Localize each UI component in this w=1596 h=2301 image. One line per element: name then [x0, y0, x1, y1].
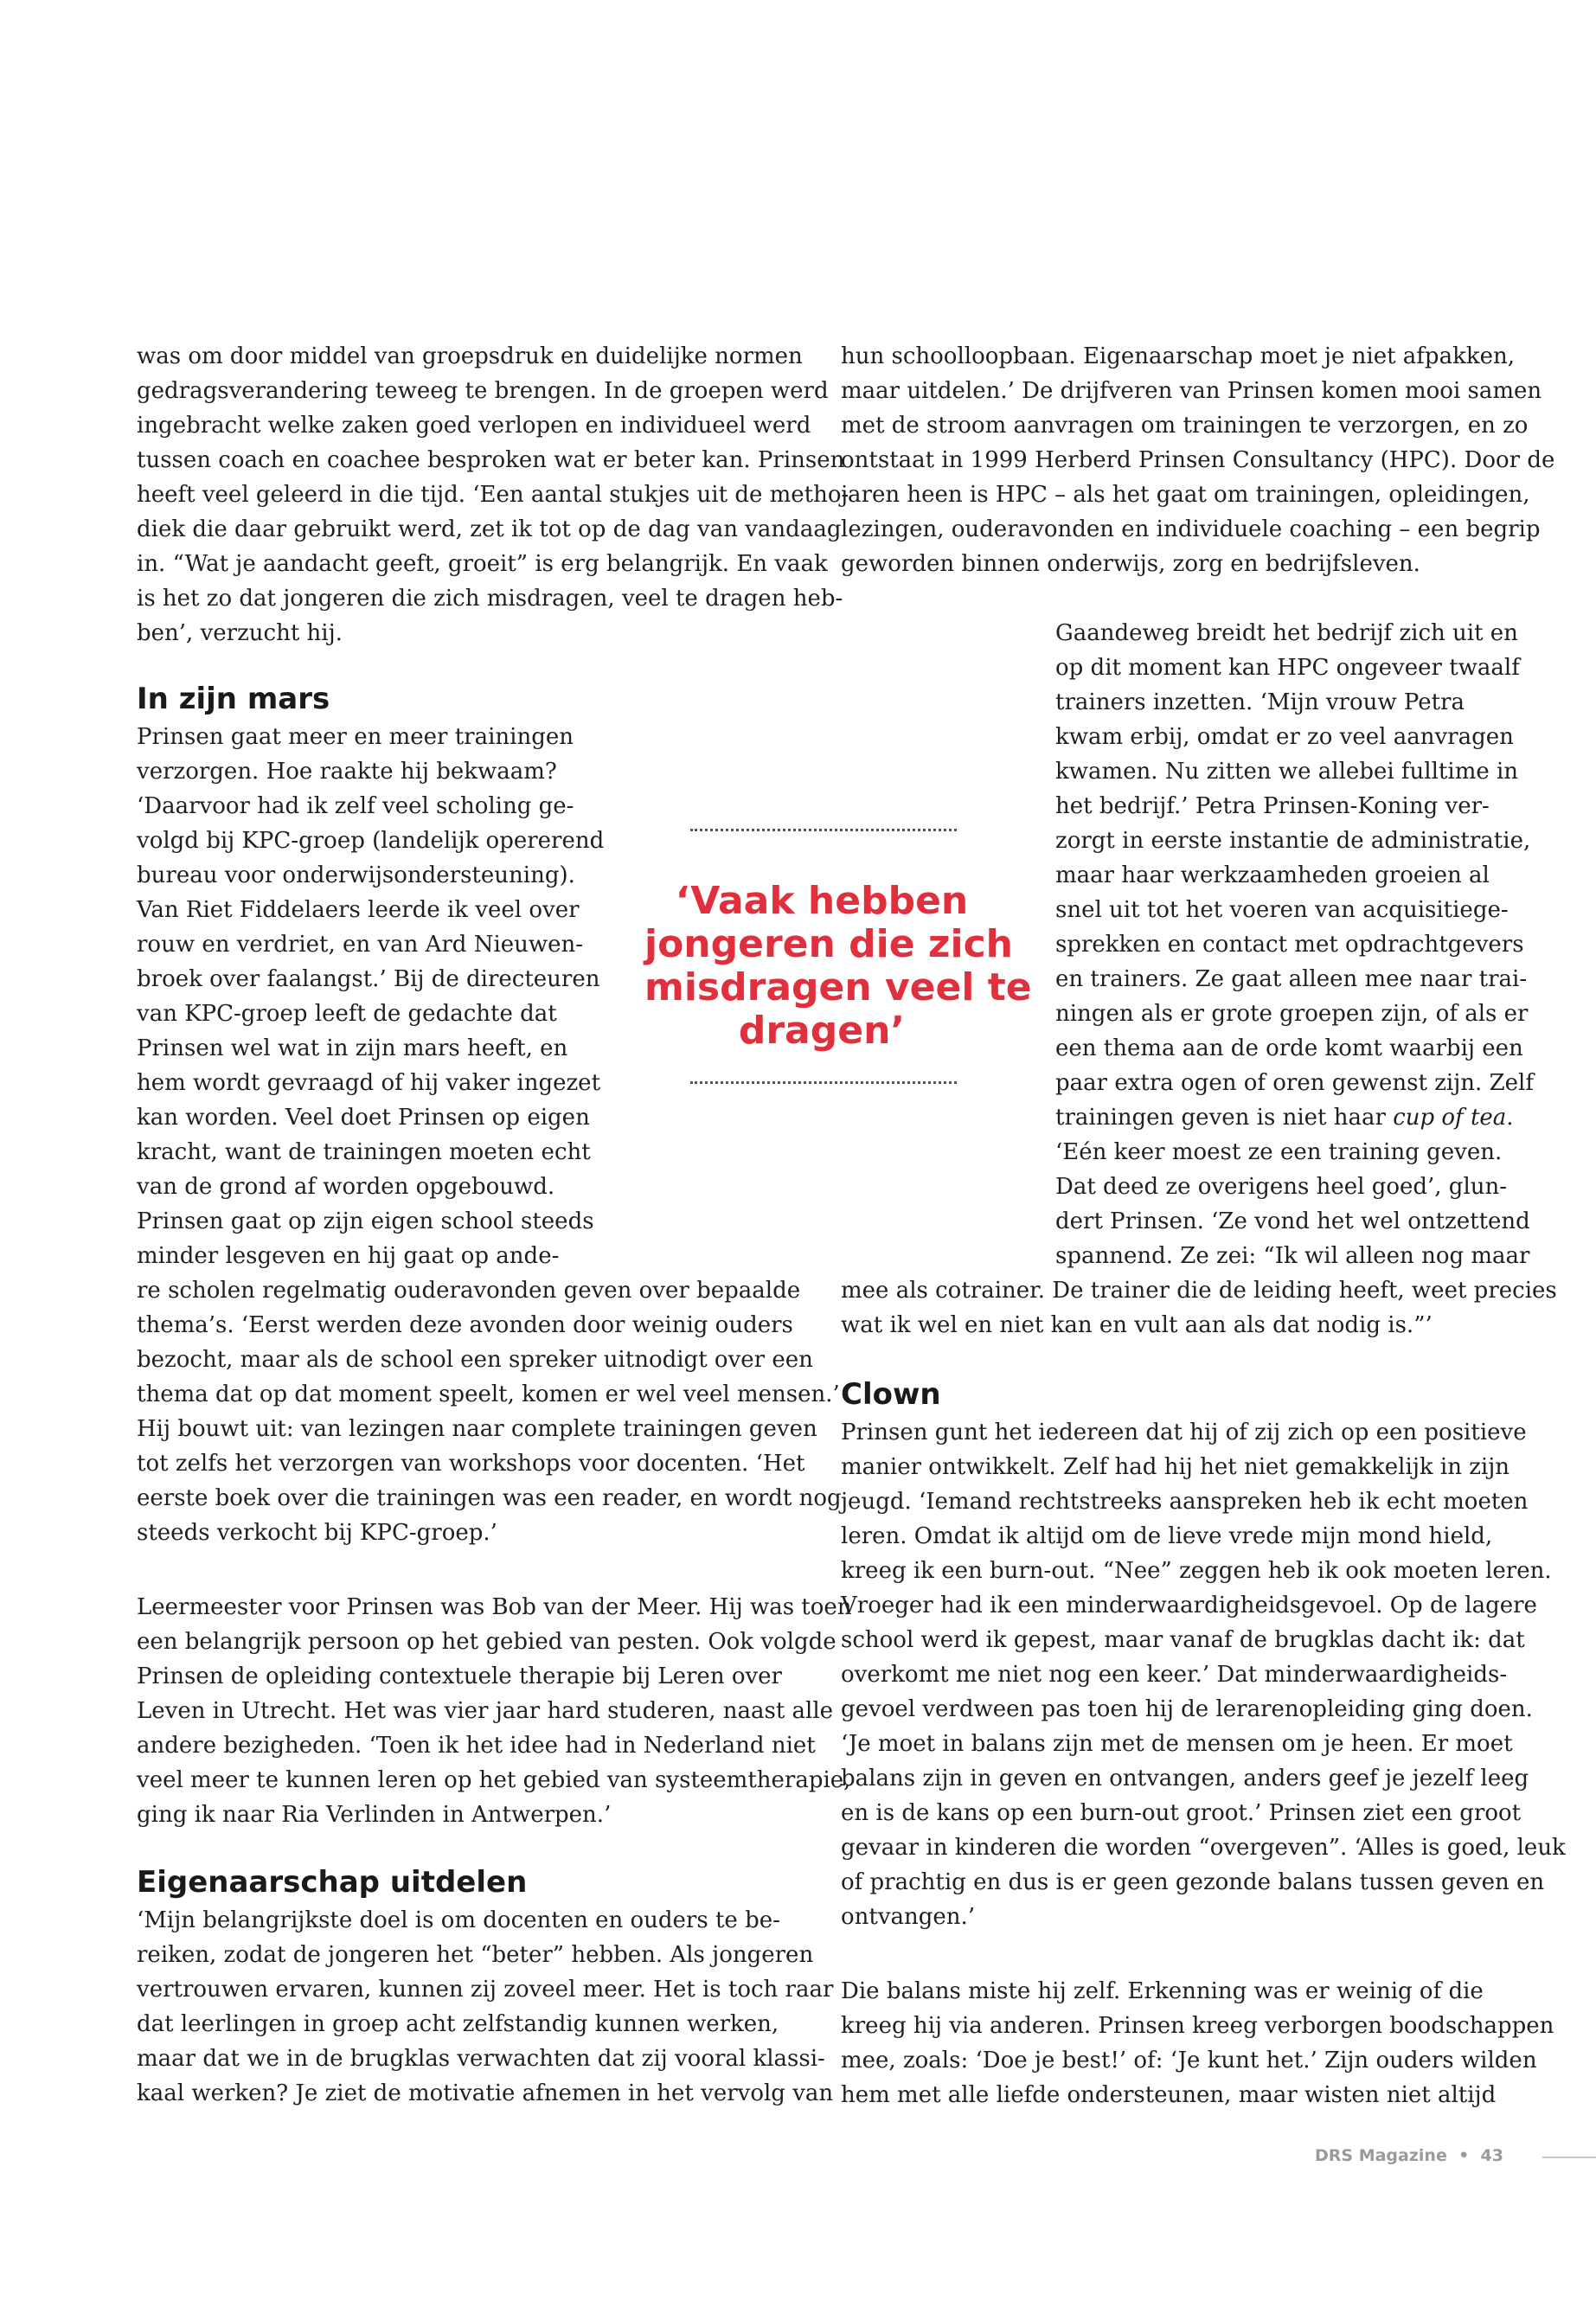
text-line: re scholen regelmatig ouderavonden geven over bepaalde [137, 1278, 801, 1304]
text-line: kracht, want de trainingen moeten echt [137, 1139, 591, 1165]
text-line: dert Prinsen. ‘Ze vond het wel ontzettend [1055, 1208, 1530, 1234]
page-footer [1315, 2145, 1503, 2166]
text-line: veel meer te kunnen leren op het gebied van systeemtherapie, [137, 1767, 851, 1793]
text-line: reiken, zodat de jongeren het “beter” hebben. Als jongeren [137, 1942, 814, 1968]
text-line: gevaar in kinderen die worden “overgeven”. ‘Alles is goed, leuk [841, 1835, 1566, 1861]
text-line: van KPC-groep leeft de gedachte dat [137, 1001, 557, 1027]
heading-eigenaarschap-uitdelen: Eigenaarschap uitdelen [137, 1865, 528, 1900]
heading-in-zijn-mars: In zijn mars [137, 682, 330, 716]
text-line: jaren heen is HPC – als het gaat om trainingen, opleidingen, [841, 482, 1530, 508]
text-line: trainers inzetten. ‘Mijn vrouw Petra [1055, 689, 1465, 715]
text-line: Prinsen wel wat in zijn mars heeft, en [137, 1035, 568, 1061]
text-line: tussen coach en coachee besproken wat er beter kan. Prinsen [137, 447, 845, 473]
text-line: minder lesgeven en hij gaat op ande- [137, 1243, 560, 1269]
text-line: op dit moment kan HPC ongeveer twaalf [1055, 655, 1520, 681]
text-line: geworden binnen onderwijs, zorg en bedrijfsleven. [841, 551, 1420, 577]
text-line: paar extra ogen of oren gewenst zijn. Zelf [1055, 1070, 1534, 1096]
text-line: spannend. Ze zei: “Ik wil alleen nog maar [1055, 1243, 1530, 1269]
text-line: hem wordt gevraagd of hij vaker ingezet [137, 1070, 601, 1096]
text-line: Gaandeweg breidt het bedrijf zich uit en [1055, 620, 1518, 646]
text-line: een belangrijk persoon op het gebied van pesten. Ook volgde [137, 1629, 836, 1655]
text-line: was om door middel van groepsdruk en duidelijke normen [137, 343, 803, 369]
text-line: bezocht, maar als de school een spreker uitnodigt over een [137, 1347, 813, 1373]
text-line: andere bezigheden. ‘Toen ik het idee had in Nederland niet [137, 1733, 816, 1759]
text-line: mee, zoals: ‘Doe je best!’ of: ‘Je kunt het.’ Zijn ouders wilden [841, 2048, 1537, 2073]
text-line: ‘Eén keer moest ze een training geven. [1055, 1139, 1503, 1165]
text-line: van de grond af worden opgebouwd. [137, 1174, 555, 1200]
italic-phrase: cup of tea [1393, 1105, 1507, 1131]
text-line: Dat deed ze overigens heel goed’, glun- [1055, 1174, 1508, 1200]
text-line: leren. Omdat ik altijd om de lieve vrede mijn mond hield, [841, 1523, 1493, 1549]
text-line: gevoel verdween pas toen hij de lerarenopleiding ging doen. [841, 1696, 1533, 1722]
text-line: ontstaat in 1999 Herberd Prinsen Consultancy (HPC). Door de [841, 447, 1555, 473]
text-line: balans zijn in geven en ontvangen, anders geef je jezelf leeg [841, 1766, 1529, 1791]
text-line: bureau voor onderwijsondersteuning). [137, 862, 575, 888]
text-line: volgd bij KPC-groep (landelijk opererend [137, 828, 605, 854]
text-line: Leermeester voor Prinsen was Bob van der Meer. Hij was toen [137, 1594, 852, 1620]
text-fragment: trainingen geven is niet haar [1055, 1105, 1394, 1131]
text-line: kan worden. Veel doet Prinsen op eigen [137, 1105, 590, 1131]
text-line: en trainers. Ze gaat alleen mee naar trai- [1055, 966, 1528, 992]
magazine-name: DRS Magazine [1315, 2146, 1447, 2165]
text-line: kreeg hij via anderen. Prinsen kreeg verborgen boodschappen [841, 2013, 1554, 2039]
text-line: gedragsverandering teweeg te brengen. In de groepen werd [137, 378, 829, 404]
text-line: in. “Wat je aandacht geeft, groeit” is erg belangrijk. En vaak [137, 551, 828, 577]
quote-divider-top [690, 829, 957, 831]
text-line: broek over faalangst.’ Bij de directeuren [137, 966, 600, 992]
quote-line: ‘Vaak hebben [675, 879, 969, 923]
text-line: kwam erbij, omdat er zo veel aanvragen [1055, 724, 1514, 750]
footer-separator: • [1458, 2146, 1470, 2165]
text-fragment: . [1506, 1105, 1514, 1131]
text-line: snel uit tot het voeren van acquisitiege- [1055, 897, 1509, 923]
text-line: zorgt in eerste instantie de administratie, [1055, 828, 1531, 854]
text-line: hun schoolloopbaan. Eigenaarschap moet je niet afpakken, [841, 343, 1515, 369]
text-line: het bedrijf.’ Petra Prinsen-Koning ver- [1055, 793, 1490, 819]
text-line: Hij bouwt uit: van lezingen naar complete trainingen geven [137, 1416, 817, 1442]
text-line: kaal werken? Je ziet de motivatie afnemen in het vervolg van [137, 2080, 834, 2106]
text-line: thema dat op dat moment speelt, komen er wel veel mensen.’ [137, 1381, 840, 1407]
text-line: ningen als er grote groepen zijn, of als er [1055, 1001, 1529, 1027]
text-line: manier ontwikkelt. Zelf had hij het niet gemakkelijk in zijn [841, 1454, 1510, 1480]
text-line: eerste boek over die trainingen was een reader, en wordt nog [137, 1485, 842, 1511]
text-line: hem met alle liefde ondersteunen, maar wisten niet altijd [841, 2082, 1497, 2108]
text-line: thema’s. ‘Eerst werden deze avonden door weinig ouders [137, 1312, 793, 1338]
text-line: een thema aan de orde komt waarbij een [1055, 1035, 1523, 1061]
text-line: Die balans miste hij zelf. Erkenning was er weinig of die [841, 1978, 1484, 2004]
text-line: Van Riet Fiddelaers leerde ik veel over [137, 897, 580, 923]
quote-line: misdragen veel te [644, 965, 1032, 1009]
quote-divider-bottom [690, 1081, 957, 1084]
quote-line: dragen’ [738, 1009, 906, 1053]
text-line: sprekken en contact met opdrachtgevers [1055, 932, 1524, 958]
text-line: wat ik wel en niet kan en vult aan als dat nodig is.”’ [841, 1312, 1433, 1338]
text-line: maar haar werkzaamheden groeien al [1055, 862, 1490, 888]
text-line: steeds verkocht bij KPC-groep.’ [137, 1520, 497, 1546]
text-line: dat leerlingen in groep acht zelfstandig kunnen werken, [137, 2011, 779, 2037]
text-line: diek die daar gebruikt werd, zet ik tot op de dag van vandaag [137, 516, 842, 542]
text-line: Prinsen gaat meer en meer trainingen [137, 724, 574, 750]
text-line: mee als cotrainer. De trainer die de leiding heeft, weet precies [841, 1278, 1557, 1304]
text-line: heeft veel geleerd in die tijd. ‘Een aantal stukjes uit de metho- [137, 482, 849, 508]
text-line-cup-of-tea [1055, 1100, 1514, 1135]
quote-line: jongeren die zich [644, 922, 1013, 966]
text-line: ‘Je moet in balans zijn met de mensen om je heen. Er moet [841, 1731, 1513, 1757]
text-line: ingebracht welke zaken goed verlopen en individueel werd [137, 413, 811, 439]
text-line: ‘Mijn belangrijkste doel is om docenten en ouders te be- [137, 1907, 780, 1933]
text-line: school werd ik gepest, maar vanaf de brugklas dacht ik: dat [841, 1627, 1525, 1653]
text-line: Prinsen de opleiding contextuele therapie bij Leren over [137, 1663, 782, 1689]
text-line: ‘Daarvoor had ik zelf veel scholing ge- [137, 793, 574, 819]
text-line: ontvangen.’ [841, 1904, 976, 1930]
text-line: Leven in Utrecht. Het was vier jaar hard studeren, naast alle [137, 1698, 834, 1724]
text-line: rouw en verdriet, en van Ard Nieuwen- [137, 932, 584, 958]
text-line: Vroeger had ik een minderwaardigheidsgevoel. Op de lagere [841, 1593, 1537, 1618]
text-line: Prinsen gaat op zijn eigen school steeds [137, 1208, 594, 1234]
text-line: vertrouwen ervaren, kunnen zij zoveel meer. Het is toch raar [137, 1977, 834, 2003]
text-line: tot zelfs het verzorgen van workshops voor docenten. ‘Het [137, 1451, 805, 1477]
text-line: met de stroom aanvragen om trainingen te verzorgen, en zo [841, 413, 1529, 439]
text-line: verzorgen. Hoe raakte hij bekwaam? [137, 759, 557, 785]
text-line: ging ik naar Ria Verlinden in Antwerpen.’ [137, 1802, 612, 1828]
text-line: Prinsen gunt het iedereen dat hij of zij zich op een positieve [841, 1420, 1527, 1445]
text-line: lezingen, ouderavonden en individuele coaching – een begrip [841, 516, 1541, 542]
text-line: ben’, verzucht hij. [137, 620, 343, 646]
text-line: kwamen. Nu zitten we allebei fulltime in [1055, 759, 1519, 785]
text-line: of prachtig en dus is er geen gezonde balans tussen geven en [841, 1869, 1545, 1895]
text-line: jeugd. ‘Iemand rechtstreeks aanspreken heb ik echt moeten [841, 1489, 1529, 1515]
text-line: kreeg ik een burn-out. “Nee” zeggen heb ik ook moeten leren. [841, 1558, 1552, 1584]
heading-clown: Clown [841, 1377, 941, 1412]
page-number: 43 [1480, 2146, 1503, 2165]
footer-rule [1542, 2157, 1596, 2158]
text-line: overkomt me niet nog een keer.’ Dat minderwaardigheids- [841, 1662, 1508, 1688]
text-line: is het zo dat jongeren die zich misdragen, veel te dragen heb- [137, 586, 843, 612]
text-line: maar dat we in de brugklas verwachten dat zij vooral klassi- [137, 2046, 825, 2072]
text-line: maar uitdelen.’ De drijfveren van Prinsen komen mooi samen [841, 378, 1542, 404]
text-line: en is de kans op een burn-out groot.’ Prinsen ziet een groot [841, 1800, 1522, 1826]
